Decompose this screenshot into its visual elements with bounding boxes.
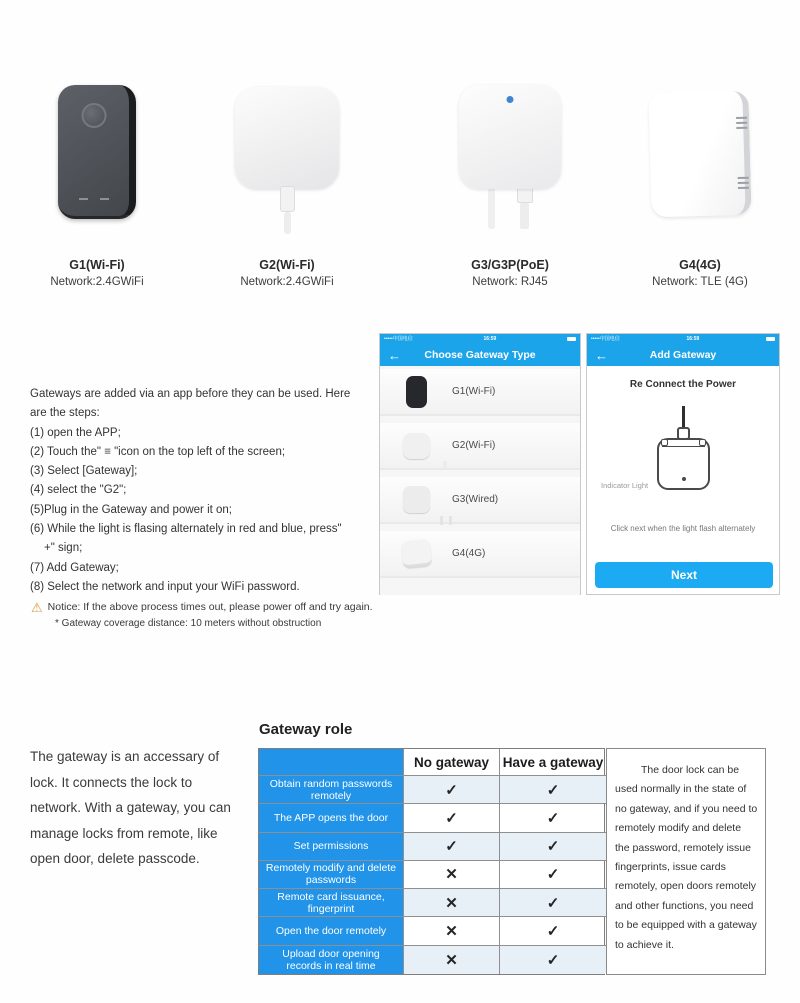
app-screenshot-add-gateway: [586, 333, 780, 595]
product-g3-name: G3/G3P(PoE): [471, 258, 549, 272]
clock-text: 16:59: [483, 336, 497, 342]
g4-vents-bottom: [738, 177, 749, 189]
row-label: Obtain random passwords remotely: [259, 776, 404, 804]
app-screenshot-choose-gateway: [379, 333, 581, 595]
row-label: Upload door opening records in real time: [259, 946, 404, 974]
g4-device-image: [648, 91, 751, 218]
check-icon: ✓: [445, 809, 458, 827]
cross-icon: ✕: [445, 894, 458, 912]
warning-icon: ⚠: [31, 600, 43, 615]
list-item-g3[interactable]: [380, 477, 580, 524]
g3-cables: [488, 187, 533, 229]
g1-button-detail: [81, 103, 106, 128]
cross-icon: ✕: [445, 866, 458, 884]
product-g1-network: Network:2.4GWiFi: [50, 276, 144, 288]
reconnect-power-heading: Re Connect the Power: [629, 379, 737, 390]
back-arrow-icon[interactable]: ←: [595, 347, 608, 363]
setup-instructions: [30, 385, 378, 597]
list-item-g1[interactable]: [380, 369, 580, 416]
g3-power-cable: [488, 187, 495, 229]
product-g4-image: [615, 80, 785, 252]
nav-bar: [380, 344, 580, 366]
g2-cable: [284, 212, 291, 234]
screen-title: Add Gateway: [649, 349, 717, 361]
g2-device-image: [235, 87, 339, 189]
paragraph-line: open door, delete passcode.: [30, 851, 200, 866]
g3-device-image: [459, 85, 561, 189]
g3-thumbnail-prongs: [440, 516, 452, 525]
gateway-role-table: [258, 748, 605, 975]
g4-thumbnail-icon: [400, 539, 432, 569]
status-bar: [380, 334, 580, 344]
check-icon: ✓: [546, 894, 560, 912]
note-line: and other functions, you need: [615, 899, 754, 912]
column-header-no-gateway: No gateway: [404, 749, 500, 776]
note-line: used normally in the state of: [615, 783, 747, 796]
product-g3-network: Network: RJ45: [472, 276, 548, 288]
paragraph-line: lock. It connects the lock to: [30, 774, 193, 790]
clock-text: 16:59: [686, 336, 700, 342]
product-g1-name: G1(Wi-Fi): [69, 258, 125, 272]
back-arrow-icon[interactable]: ←: [388, 347, 401, 363]
product-g4: [615, 80, 785, 288]
note-line: to achieve it.: [615, 938, 674, 951]
product-g2: [202, 80, 372, 288]
check-icon: ✓: [546, 923, 560, 941]
g1-thumbnail-icon: [406, 376, 427, 408]
g2-thumbnail-cable: [443, 461, 447, 469]
nav-bar: [587, 344, 779, 366]
paragraph-line: network. With a gateway, you can: [30, 800, 231, 815]
note-line: fingerprints, issue cards: [615, 861, 726, 874]
gateway-outline-band: [662, 446, 705, 447]
list-item-g2[interactable]: [380, 423, 580, 470]
g2-thumbnail-icon: [403, 433, 430, 459]
list-item-g4[interactable]: [380, 531, 580, 578]
cross-icon: ✕: [445, 951, 458, 969]
g2-cable-connector: [280, 186, 295, 212]
product-g2-name: G2(Wi-Fi): [259, 258, 315, 272]
notice-subtext: * Gateway coverage distance: 10 meters without obstruction: [55, 618, 322, 629]
check-icon: ✓: [546, 809, 560, 827]
gateway-description: [30, 744, 260, 872]
list-item-label: G1(Wi-Fi): [452, 386, 496, 397]
next-button[interactable]: Next: [595, 562, 773, 588]
check-icon: ✓: [546, 866, 560, 884]
instruction-line: (5)Plug in the Gateway and power it on;: [30, 503, 233, 516]
g3-thumbnail-icon: [403, 486, 430, 513]
indicator-light-dot: [682, 477, 686, 481]
check-icon: ✓: [546, 951, 560, 969]
instruction-line: (1) open the APP;: [30, 426, 121, 439]
g1-port-marks: [58, 198, 129, 200]
row-label: Open the door remotely: [259, 917, 404, 945]
row-label: Remote card issuance, fingerprint: [259, 889, 404, 917]
instruction-line: +" sign;: [44, 542, 83, 555]
battery-icon: [567, 337, 576, 341]
indicator-light-label: Indicator Light: [601, 481, 649, 490]
product-g1-image: [12, 80, 182, 252]
status-bar: [587, 334, 779, 344]
instruction-line: (4) select the "G2";: [30, 484, 127, 497]
notice-text: Notice: If the above process times out, please power off and try again.: [47, 601, 373, 613]
list-item-label: G4(4G): [452, 548, 486, 559]
note-line: no gateway, and if you need to: [615, 802, 758, 815]
gateway-type-list: [380, 366, 580, 595]
check-icon: ✓: [445, 838, 458, 856]
list-item-label: G3(Wired): [452, 494, 499, 505]
cross-icon: ✕: [445, 923, 458, 941]
carrier-text: •••••中国电信: [591, 336, 620, 342]
note-line: remotely, open doors remotely: [615, 880, 757, 893]
screen-title: Choose Gateway Type: [424, 349, 536, 361]
product-g4-network: Network: TLE (4G): [652, 276, 748, 288]
row-label: Set permissions: [259, 833, 404, 861]
product-g4-name: G4(4G): [679, 258, 721, 272]
product-g3: [425, 80, 595, 288]
product-g1: [12, 80, 182, 288]
g4-vents-top: [736, 117, 747, 129]
gateway-role-title: Gateway role: [259, 721, 353, 738]
flash-caption: Click next when the light flash alternately: [610, 524, 756, 533]
instruction-line: are the steps:: [30, 407, 100, 420]
instruction-line: (8) Select the network and input your WiFi password.: [30, 580, 300, 593]
table-corner-cell: [259, 749, 404, 776]
note-line: to be equipped with a gateway: [615, 919, 757, 932]
gateway-side-note: [606, 748, 766, 975]
g1-device-image: [58, 85, 136, 219]
check-icon: ✓: [445, 781, 458, 799]
row-label: The APP opens the door: [259, 804, 404, 832]
instruction-line: Gateways are added via an app before they can be used. Here: [30, 388, 351, 400]
carrier-text: •••••中国电信: [384, 336, 413, 342]
gateway-outline-tab-right: [699, 439, 706, 446]
instruction-line: (2) Touch the" ≡ "icon on the top left of the screen;: [30, 445, 286, 458]
notice-block: [31, 601, 373, 629]
row-label: Remotely modify and delete passwords: [259, 861, 404, 889]
battery-icon: [766, 337, 775, 341]
note-line: The door lock can be: [641, 764, 740, 776]
product-g2-image: [202, 80, 372, 252]
product-g3-image: [425, 80, 595, 252]
check-icon: ✓: [546, 781, 560, 799]
gateway-outline-illustration: [657, 438, 710, 490]
column-header-have-gateway: Have a gateway: [500, 749, 606, 776]
g3-led-indicator: [507, 96, 514, 103]
note-line: the password, remotely issue: [615, 841, 751, 854]
gateway-outline-tab-left: [661, 439, 668, 446]
paragraph-line: manage locks from remote, like: [30, 825, 218, 841]
paragraph-line: The gateway is an accessary of: [30, 749, 220, 764]
note-line: remotely modify and delete: [615, 822, 742, 835]
check-icon: ✓: [546, 838, 560, 856]
instruction-line: (3) Select [Gateway];: [30, 465, 138, 478]
instruction-line: (6) While the light is flasing alternately in red and blue, press": [30, 523, 342, 536]
instruction-line: (7) Add Gateway;: [30, 561, 119, 574]
list-item-label: G2(Wi-Fi): [452, 440, 496, 451]
product-g2-network: Network:2.4GWiFi: [240, 276, 334, 288]
g3-ethernet-plug: [517, 187, 533, 229]
